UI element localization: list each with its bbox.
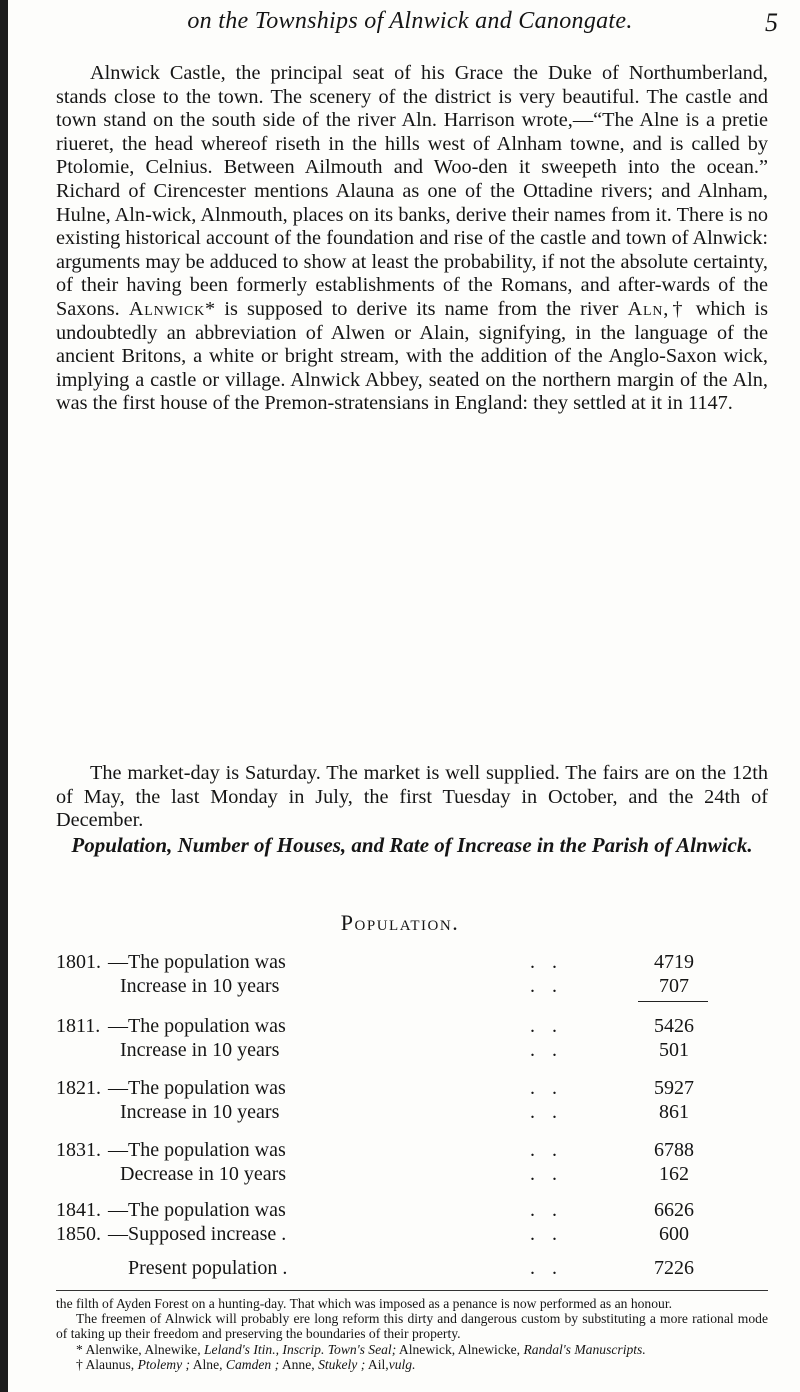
- row-dots: . .: [530, 1015, 563, 1037]
- row-value: 861: [659, 1101, 689, 1123]
- row-year: 1811.: [56, 1015, 101, 1037]
- alnwick-small-caps: Alnwick: [128, 297, 206, 320]
- fn4-g: Ail,: [367, 1356, 389, 1372]
- footnote-freemen: The freemen of Alnwick will probably ere long reform this dirty and dangerous custom by substituting a more rational mode of taking up their freedom and preserving the boundaries of their property.: [56, 1311, 768, 1342]
- row-dots: . .: [530, 975, 563, 997]
- row-value: 6788: [654, 1139, 694, 1161]
- footnote-continuation: the filth of Ayden Forest on a hunting-day. That which was imposed as a penance is now performed as an honour.: [56, 1296, 672, 1311]
- page-number: 5: [765, 8, 778, 37]
- fn4-f: Stukely ;: [318, 1356, 366, 1372]
- fn4-e: Anne,: [281, 1356, 315, 1372]
- row-label: —The population was: [108, 951, 286, 973]
- fn3-a: * Alenwike, Alnewike,: [76, 1341, 201, 1357]
- row-label: —The population was: [108, 1139, 286, 1161]
- row-year: 1821.: [56, 1077, 101, 1099]
- row-label: Increase in 10 years: [120, 1039, 280, 1061]
- table-row: [0, 1162, 800, 1186]
- row-value: 707: [659, 975, 689, 997]
- fn4-h: vulg.: [388, 1356, 416, 1372]
- row-label: Decrease in 10 years: [120, 1163, 287, 1185]
- row-year: 1831.: [56, 1139, 101, 1161]
- row-value: 5426: [654, 1015, 694, 1037]
- row-value: 6626: [654, 1199, 694, 1221]
- present-population-row: [0, 1256, 800, 1280]
- aln-small-caps: Aln: [627, 297, 664, 320]
- table-title: Population, Number of Houses, and Rate of Increase in the Parish of Alnwick.: [71, 833, 753, 857]
- row-label: Increase in 10 years: [120, 1101, 280, 1123]
- table-row: [0, 1076, 800, 1100]
- paragraph-history-text-a: Alnwick Castle, the principal seat of his Grace the Duke of Northumberland, stands close to the town. The scenery of the district is very beautiful. The castle and town stand on the south side of the river Aln. Harrison wrote,—“The Alne is a pretie riueret, the head whereof riseth in the hills west of Alnham towne, and is called by Ptolomie, Celnius. Between Ailmouth and Woo-den it sweepeth into the ocean.” Richard of Cirencester mentions Alauna as one of the Ottadine rivers; and Alnham, Hulne, Aln-wick, Alnmouth, places on its banks, derive their names from it. There is no existing historical account of the foundation and rise of the castle and town of Alnwick: arguments may be adduced to show at least the probability, if not the absolute certainty, of their having been formerly establishments of the Romans, and after-wards of the Saxons.: [56, 62, 768, 320]
- table-row: [0, 1222, 800, 1246]
- table-row: [0, 1014, 800, 1038]
- table-row: [0, 1100, 800, 1124]
- footnote-alenwike: [56, 1342, 768, 1357]
- row-value: 501: [659, 1039, 689, 1061]
- row-dots: . .: [530, 951, 563, 973]
- paragraph-history-text-b: * is supposed to derive its name from the river: [205, 297, 619, 320]
- present-population-dots: . .: [530, 1257, 563, 1279]
- row-dots: . .: [530, 1223, 563, 1245]
- row-dots: . .: [530, 1039, 563, 1061]
- row-value: 162: [659, 1163, 689, 1185]
- paragraph-history-text-c: ,† which is undoubtedly an abbreviation of Alwen or Alain, signifying, in the language of the ancient Britons, a white or bright stream, with the addition of the Anglo-Saxon wick, implying a castle or village. Alnwick Abbey, seated on the northern margin of the Aln, was the first house of the Premon-stratensians in England: they settled at it in 1147.: [56, 297, 768, 415]
- footnote-alaunus: [56, 1357, 768, 1372]
- row-value: 4719: [654, 951, 694, 973]
- row-dots: . .: [530, 1101, 563, 1123]
- table-row: [0, 974, 800, 998]
- paragraph-history: [56, 62, 768, 416]
- row-label: —The population was: [108, 1077, 286, 1099]
- sum-rule-1811: [638, 1001, 708, 1002]
- row-dots: . .: [530, 1139, 563, 1161]
- page-header: [40, 8, 780, 44]
- row-value: 5927: [654, 1077, 694, 1099]
- running-title: on the Townships of Alnwick and Canongate.: [187, 8, 633, 34]
- row-label: —Supposed increase .: [108, 1223, 287, 1245]
- present-population-value: 7226: [654, 1257, 694, 1279]
- present-population-label: Present population .: [128, 1257, 288, 1279]
- footnotes: [56, 1296, 768, 1372]
- fn4-a: † Alaunus,: [76, 1356, 135, 1372]
- table-row: [0, 1038, 800, 1062]
- fn4-b: Ptolemy ;: [137, 1356, 191, 1372]
- row-dots: . .: [530, 1077, 563, 1099]
- row-year: 1850.: [56, 1223, 101, 1245]
- fn4-d: Camden ;: [225, 1356, 280, 1372]
- table-row: [0, 950, 800, 974]
- row-value: 600: [659, 1223, 689, 1245]
- fn4-c: Alne,: [192, 1356, 223, 1372]
- paragraph-market: The market-day is Saturday. The market is well supplied. The fairs are on the 12th of May, the last Monday in July, the first Tuesday in October, and the 24th of December.: [56, 762, 768, 832]
- row-label: —The population was: [108, 1015, 286, 1037]
- table-row: [0, 1138, 800, 1162]
- row-dots: . .: [530, 1163, 563, 1185]
- row-year: 1801.: [56, 951, 101, 973]
- row-year: 1841.: [56, 1199, 101, 1221]
- row-label: —The population was: [108, 1199, 286, 1221]
- row-label: Increase in 10 years: [120, 975, 280, 997]
- fn3-c: Alnewick, Alnewicke,: [398, 1341, 521, 1357]
- footnote-rule: [56, 1290, 768, 1291]
- table-heading: Population.: [340, 910, 460, 935]
- table-row: [0, 1198, 800, 1222]
- fn3-d: Randal's Manuscripts.: [523, 1341, 646, 1357]
- row-dots: . .: [530, 1199, 563, 1221]
- fn3-b: Leland's Itin., Inscrip. Town's Seal;: [204, 1341, 397, 1357]
